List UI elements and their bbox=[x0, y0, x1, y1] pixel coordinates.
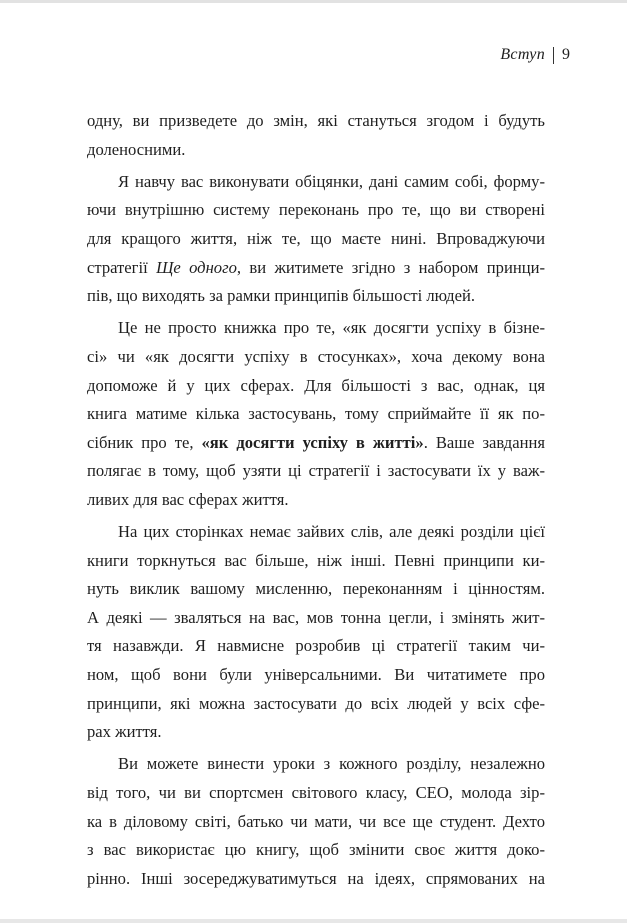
paragraph bbox=[87, 750, 545, 893]
bold-text: «як досягти успіху в житті» bbox=[201, 432, 424, 452]
text-line: допоможе й у цих сферах. Для більшості з вас, однак, ця bbox=[87, 375, 545, 395]
paragraph bbox=[87, 107, 545, 164]
running-head bbox=[500, 45, 570, 65]
page-bottom-edge bbox=[0, 919, 627, 923]
text-line: На цих сторінках немає зайвих слів, але деякі розділи цієї bbox=[118, 522, 545, 542]
body-text bbox=[87, 107, 545, 893]
page-top-edge bbox=[0, 0, 627, 3]
text-line: пів, що виходять за рамки принципів більшості людей. bbox=[87, 286, 476, 306]
text-line bbox=[87, 429, 545, 458]
text-line: ливих для вас сферах життя. bbox=[87, 489, 289, 509]
text-line: Ви можете винести уроки з кожного розділу, незалежно bbox=[118, 754, 545, 774]
paragraph bbox=[87, 314, 545, 514]
text-line: сі» чи «як досягти успіху в стосунках», хоча декому вона bbox=[87, 346, 545, 366]
paragraph bbox=[87, 168, 545, 311]
text-line: рах життя. bbox=[87, 722, 162, 742]
text-line: з вас використає цю книгу, щоб змінити своє життя доко- bbox=[87, 840, 545, 860]
text-line: для кращого життя, ніж те, що маєте нині. Впроваджуючи bbox=[87, 228, 545, 248]
section-title: Вступ bbox=[500, 46, 545, 63]
header-divider bbox=[553, 47, 554, 64]
text-line: Я навчу вас виконувати обіцянки, дані самим собі, форму- bbox=[118, 171, 545, 191]
text-line: ном, щоб вони були універсальними. Ви читатимете про bbox=[87, 665, 545, 685]
text-line: від того, чи ви спортсмен світового класу, CEO, молода зір- bbox=[87, 783, 545, 803]
text-line: тя назавжди. Я навмисне розробив ці стратегії таким чи- bbox=[87, 636, 545, 656]
text-line: Це не просто книжка про те, «як досягти успіху в бізне- bbox=[118, 318, 545, 338]
text-run: . Ваше завдання bbox=[423, 432, 545, 452]
text-line: книги торкнуться вас більше, ніж інші. Певні принципи ки- bbox=[87, 550, 545, 570]
text-line: ка в діловому світі, батько чи мати, чи все ще студент. Дехто bbox=[87, 811, 545, 831]
text-line: одну, ви призведете до змін, які стануться згодом і будуть bbox=[87, 111, 545, 130]
text-line: нуть виклик вашому мисленню, переконанням і цінностям. bbox=[87, 579, 545, 599]
text-line: принципи, які можна застосувати до всіх людей у всіх сфе- bbox=[87, 693, 545, 713]
text-run: сібник про те, bbox=[87, 432, 202, 452]
text-line: доленосними. bbox=[87, 139, 186, 159]
text-run: стратегії bbox=[87, 257, 157, 277]
paragraph bbox=[87, 518, 545, 747]
text-line: полягає в тому, щоб узяти ці стратегії і застосувати їх у важ- bbox=[87, 461, 545, 481]
text-line: ючи внутрішню систему переконань про те, що ви створені bbox=[87, 200, 545, 220]
page-number: 9 bbox=[562, 46, 570, 63]
text-line: А деякі — звалятьcя на вас, мов тонна цегли, і змінять жит- bbox=[87, 607, 545, 627]
text-run: , ви житимете згідно з набором принци- bbox=[236, 257, 545, 277]
text-line: книга матиме кілька застосувань, тому сприймайте її як по- bbox=[87, 404, 545, 424]
emphasis-text: Ще одного bbox=[156, 257, 237, 277]
text-line: рінно. Інші зосереджуватимуться на ідеях, спрямованих на bbox=[87, 868, 545, 888]
text-line bbox=[87, 254, 545, 283]
